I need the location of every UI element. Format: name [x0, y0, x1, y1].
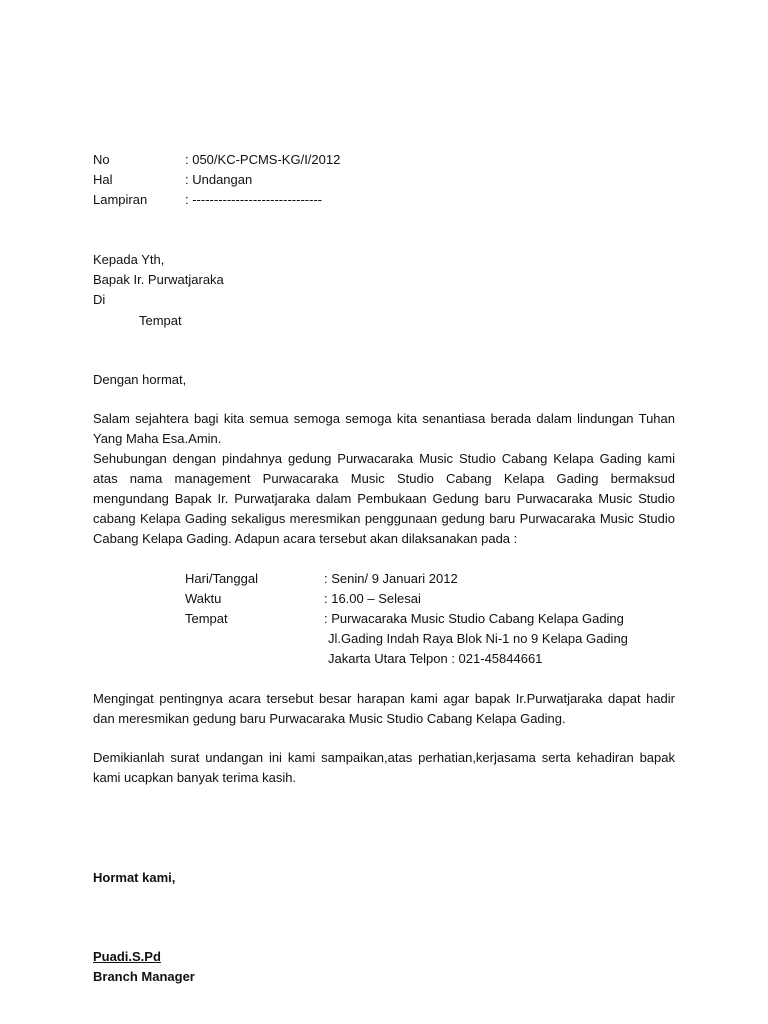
- recipient-line-3: Di: [93, 292, 106, 307]
- signer-name: Puadi.S.Pd: [93, 949, 161, 964]
- closing: Hormat kami,: [93, 870, 176, 885]
- recipient-line-2: Bapak Ir. Purwatjaraka: [93, 272, 224, 287]
- event-tempat-line-2: Jl.Gading Indah Raya Blok Ni-1 no 9 Kelapa Gading: [328, 631, 628, 646]
- header-lampiran-label: Lampiran: [93, 192, 148, 207]
- header-no-value: : 050/KC-PCMS-KG/I/2012: [185, 152, 341, 167]
- signer-title: Branch Manager: [93, 969, 195, 984]
- event-waktu-label: Waktu: [185, 591, 222, 606]
- recipient-line-4: Tempat: [139, 313, 182, 328]
- header-lampiran-value: : ------------------------------: [185, 192, 323, 207]
- recipient-line-1: Kepada Yth,: [93, 252, 165, 267]
- event-waktu-value: : 16.00 – Selesai: [324, 591, 421, 606]
- header-hal-value: : Undangan: [185, 172, 253, 187]
- paragraph-4: Demikianlah surat undangan ini kami sampaikan,atas perhatian,kerjasama serta kehadiran bapak kami ucapkan banyak terima kasih.: [93, 750, 675, 785]
- header-hal-label: Hal: [93, 172, 113, 187]
- greeting: Dengan hormat,: [93, 372, 187, 387]
- header-no-label: No: [93, 152, 110, 167]
- paragraph-1: Salam sejahtera bagi kita semua semoga semoga kita senantiasa berada dalam lindungan Tuhan Yang Maha Esa.Amin.: [93, 411, 675, 446]
- event-tempat-label: Tempat: [185, 611, 228, 626]
- event-tempat-line-3: Jakarta Utara Telpon : 021-45844661: [328, 651, 543, 666]
- event-tempat-line-1: : Purwacaraka Music Studio Cabang Kelapa Gading: [324, 611, 624, 626]
- paragraph-3: Mengingat pentingnya acara tersebut besar harapan kami agar bapak Ir.Purwatjaraka dapat hadir dan meresmikan gedung baru Purwacaraka Music Studio Cabang Kelapa Gading.: [93, 691, 675, 726]
- paragraph-2: Sehubungan dengan pindahnya gedung Purwacaraka Music Studio Cabang Kelapa Gading kami atas nama management Purwacaraka Music Studio Cabang Kelapa Gading bermaksud mengundang Bapak Ir. Purwatjaraka dalam Pembukaan Gedung baru Purwacaraka Music Studio cabang Kelapa Gading sekaligus meresmikan penggunaan gedung baru Purwacaraka Music Studio Cabang Kelapa Gading. Adapun acara tersebut akan dilaksanakan pada :: [93, 451, 675, 546]
- event-hari-label: Hari/Tanggal: [185, 571, 258, 586]
- event-hari-value: : Senin/ 9 Januari 2012: [324, 571, 458, 586]
